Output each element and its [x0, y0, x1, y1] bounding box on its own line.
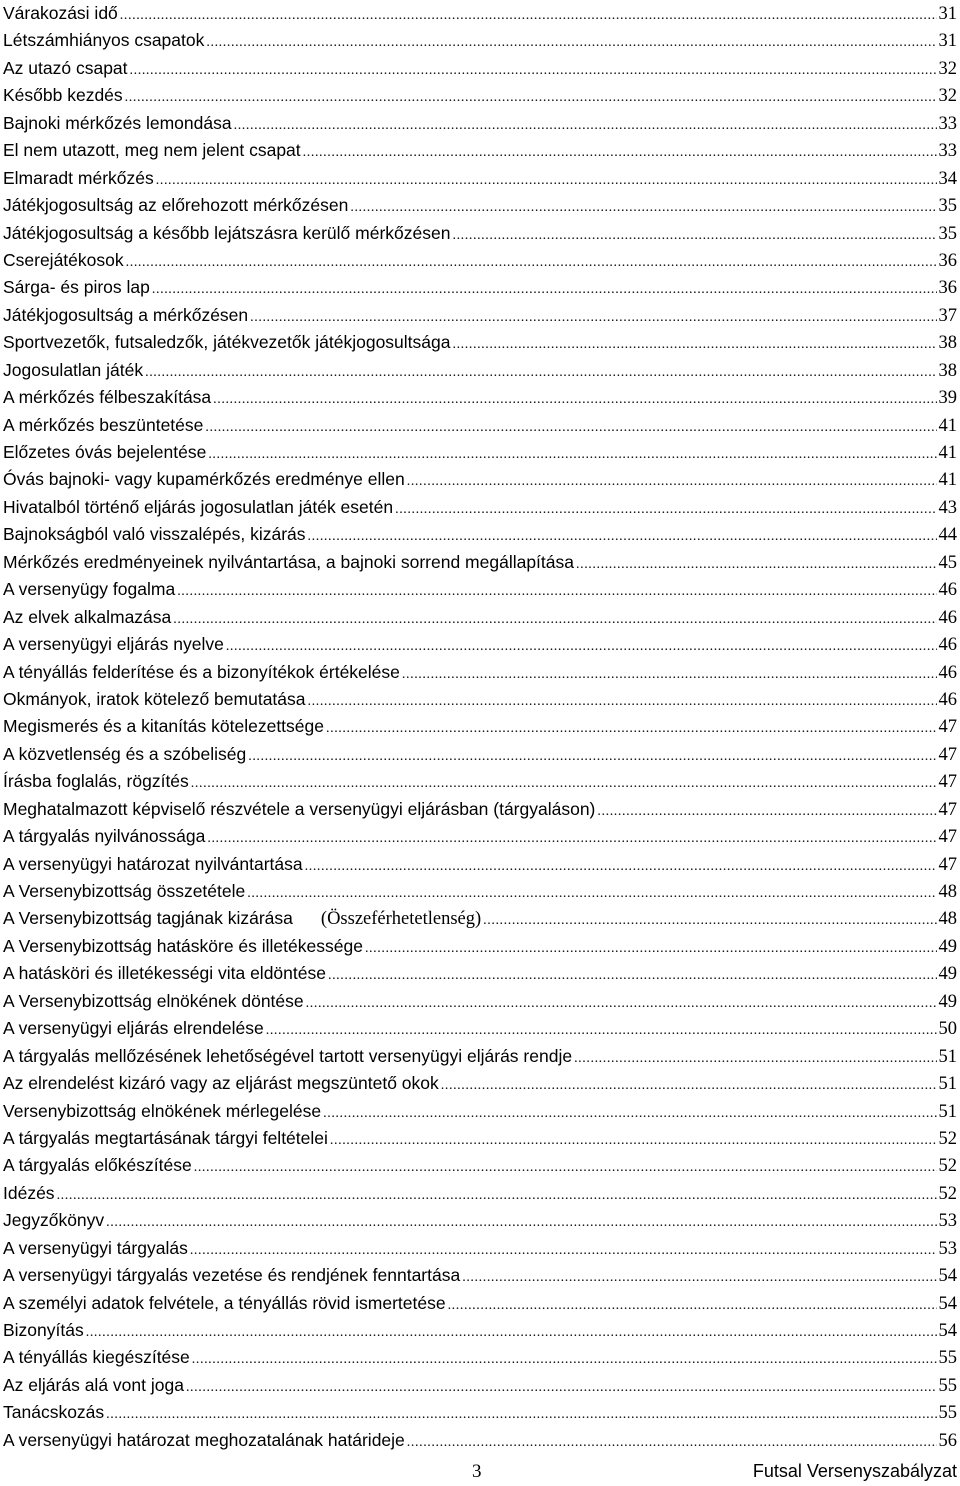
- dot-leader: [306, 990, 937, 1015]
- toc-entry-title: [3, 905, 481, 932]
- toc-entry[interactable]: [3, 1180, 957, 1207]
- footer-page-number: 3: [472, 1461, 482, 1482]
- toc-entry-title: [3, 768, 189, 795]
- toc-entry-title-text: A mérkőzés beszüntetése: [3, 414, 204, 435]
- toc-entry[interactable]: [3, 631, 957, 658]
- toc-entry-title: [3, 0, 118, 27]
- dot-leader: [106, 1401, 936, 1426]
- toc-entry-title: [3, 82, 123, 109]
- dot-leader: [365, 935, 937, 960]
- toc-entry-title-text: Sportvezetők, futsaledzők, játékvezetők játékjogosultsága: [3, 332, 451, 353]
- toc-entry-title: [3, 1235, 188, 1262]
- toc-entry-page: 39: [938, 388, 957, 409]
- toc-entry-title: [3, 933, 363, 960]
- toc-entry-title: [3, 988, 304, 1015]
- dot-leader: [330, 1127, 937, 1152]
- toc-entry-page: 32: [938, 58, 957, 79]
- toc-entry-title-text: A Versenybizottság összetétele: [3, 881, 246, 901]
- toc-entry-title: [3, 878, 245, 905]
- toc-entry-page: 47: [938, 772, 957, 793]
- toc-entry-page: 48: [938, 909, 957, 930]
- dot-leader: [448, 1292, 937, 1317]
- dot-leader: [597, 798, 936, 823]
- toc-entry-title: [3, 1070, 439, 1097]
- toc-entry-title-text: Az elvek alkalmazása: [3, 606, 172, 627]
- toc-entry-page: 37: [938, 305, 957, 326]
- toc-entry[interactable]: [3, 466, 957, 493]
- toc-entry-page: 45: [938, 552, 957, 573]
- dot-leader: [308, 688, 937, 713]
- toc-entry-title: [3, 274, 150, 301]
- toc-entry-title-text: A versenyügyi határozat meghozatalának határideje: [3, 1429, 405, 1450]
- dot-leader: [308, 523, 937, 548]
- toc-entry[interactable]: [3, 741, 957, 768]
- toc-entry-title: [3, 604, 171, 631]
- toc-entry-title: [3, 823, 205, 850]
- toc-entry-page: 46: [938, 689, 957, 710]
- toc-entry-title-text: A személyi adatok felvétele, a tényállás rövid ismertetése: [3, 1292, 446, 1313]
- toc-entry-title: [3, 192, 348, 219]
- dot-leader: [247, 880, 936, 905]
- toc-entry-page: 35: [938, 196, 957, 217]
- toc-entry-title: [3, 137, 301, 164]
- toc-entry-title-text: A tényállás kiegészítése: [3, 1347, 190, 1368]
- toc-entry-title: [3, 412, 203, 439]
- toc-entry-page: 44: [938, 525, 957, 546]
- toc-entry-title-text: A versenyügyi eljárás elrendelése: [3, 1018, 264, 1039]
- toc-entry[interactable]: [3, 659, 957, 686]
- toc-entry-title-text: Tanácskozás: [3, 1402, 105, 1423]
- toc-entry-title-text: Megismerés és a kitanítás kötelezettsége: [3, 716, 324, 737]
- dot-leader: [205, 414, 936, 439]
- toc-entry[interactable]: [3, 329, 957, 356]
- dot-leader: [305, 853, 937, 878]
- toc-entry-page: 41: [938, 415, 957, 436]
- toc-entry-title-text: Versenybizottság elnökének mérlegelése: [3, 1100, 322, 1121]
- toc-entry[interactable]: [3, 137, 957, 164]
- toc-entry-title-text: A versenyügy fogalma: [3, 579, 176, 600]
- toc-entry-title-text: Jogosulatlan játék: [3, 359, 144, 380]
- toc-entry-page: 46: [938, 607, 957, 628]
- toc-entry-title: [3, 466, 405, 493]
- dot-leader: [120, 2, 937, 27]
- toc-entry[interactable]: [3, 933, 957, 960]
- toc-entry-page: 36: [938, 278, 957, 299]
- toc-entry-title-text: Később kezdés: [3, 85, 123, 106]
- toc-entry-title-text: Mérkőzés eredményeinek nyilvántartása, a bajnoki sorrend megállapítása: [3, 551, 574, 572]
- toc-entry-page: 47: [938, 799, 957, 820]
- toc-entry-title-text: A tárgyalás mellőzésének lehetőségével tartott versenyügyi eljárás rendje: [3, 1045, 573, 1066]
- toc-entry-page: 51: [938, 1074, 957, 1095]
- toc-entry-title: [3, 659, 400, 686]
- toc-entry[interactable]: [3, 27, 957, 54]
- toc-entry-page: 49: [938, 991, 957, 1012]
- toc-entry[interactable]: [3, 1070, 957, 1097]
- toc-entry-page: 52: [938, 1128, 957, 1149]
- toc-entry-title-text: A tárgyalás előkészítése: [3, 1155, 192, 1176]
- dot-leader: [402, 661, 937, 686]
- toc-entry[interactable]: [3, 110, 957, 137]
- toc-entry-title-text: Játékjogosultság a később lejátszásra kerülő mérkőzésen: [3, 222, 451, 243]
- dot-leader: [130, 57, 937, 82]
- toc-entry-title-text: Bizonyítás: [3, 1320, 84, 1340]
- toc-entry-page: 54: [938, 1321, 957, 1341]
- toc-entry-page: 55: [938, 1403, 957, 1424]
- toc-entry-title-text: A versenyügyi eljárás nyelve: [3, 634, 224, 655]
- toc-entry-title-text: Az utazó csapat: [3, 57, 128, 78]
- toc-entry-title-text: Elmaradt mérkőzés: [3, 167, 154, 188]
- table-of-contents: [3, 0, 957, 1454]
- dot-leader: [266, 1017, 937, 1042]
- toc-entry-page: 41: [938, 443, 957, 463]
- toc-entry-title: [3, 1207, 104, 1234]
- toc-entry-subtitle: (Összeférhetetlenség): [320, 909, 482, 930]
- toc-entry-title: [3, 1290, 446, 1317]
- toc-entry[interactable]: [3, 357, 957, 384]
- dot-leader: [206, 29, 936, 54]
- toc-entry[interactable]: [3, 549, 957, 576]
- toc-entry[interactable]: [3, 1152, 957, 1179]
- toc-entry-page: 34: [938, 168, 957, 189]
- dot-leader: [250, 304, 936, 329]
- toc-entry-title-text: A tárgyalás megtartásának tárgyi feltételei: [3, 1127, 328, 1148]
- toc-entry-title: [3, 851, 303, 878]
- toc-entry[interactable]: [3, 1098, 957, 1125]
- toc-entry[interactable]: [3, 960, 957, 987]
- dot-leader: [395, 496, 936, 521]
- toc-entry-title: [3, 1015, 264, 1042]
- toc-entry-page: 46: [938, 662, 957, 683]
- toc-entry-page: 55: [938, 1375, 957, 1396]
- toc-entry-title-text: Az elrendelést kizáró vagy az eljárást megszüntető okok: [3, 1073, 439, 1094]
- toc-entry-title-text: Jegyzőkönyv: [3, 1210, 105, 1231]
- dot-leader: [86, 1319, 937, 1344]
- toc-entry-title-text: A versenyügyi határozat nyilvántartása: [3, 853, 303, 874]
- toc-entry-title-text: Az eljárás alá vont joga: [3, 1374, 184, 1395]
- toc-entry-title-text: A versenyügyi tárgyalás vezetése és rendjének fenntartása: [3, 1265, 461, 1286]
- toc-entry-page: 49: [938, 936, 957, 957]
- toc-entry[interactable]: [3, 851, 957, 878]
- toc-entry[interactable]: [3, 302, 957, 329]
- toc-entry[interactable]: [3, 274, 957, 301]
- toc-entry[interactable]: [3, 576, 957, 603]
- footer-document-title: Futsal Versenyszabályzat: [752, 1461, 957, 1481]
- toc-entry-page: 53: [938, 1211, 957, 1232]
- dot-leader: [234, 112, 937, 137]
- toc-entry-title-text: A mérkőzés félbeszakítása: [3, 387, 212, 408]
- toc-entry-title-text: Előzetes óvás bejelentése: [3, 442, 207, 462]
- toc-entry[interactable]: [3, 988, 957, 1015]
- toc-entry-page: 50: [938, 1019, 957, 1040]
- toc-entry[interactable]: [3, 1344, 957, 1371]
- toc-entry-title-text: A versenyügyi tárgyalás: [3, 1237, 188, 1258]
- toc-entry-title: [3, 549, 574, 576]
- toc-entry-title: [3, 1180, 55, 1207]
- toc-entry-title: [3, 165, 154, 192]
- dot-leader: [173, 606, 936, 631]
- toc-entry[interactable]: [3, 823, 957, 850]
- toc-entry[interactable]: [3, 192, 957, 219]
- dot-leader: [452, 222, 936, 247]
- toc-entry-page: 47: [938, 827, 957, 848]
- toc-entry-page: 47: [938, 717, 957, 738]
- toc-entry-title-text: Sárga- és piros lap: [3, 277, 150, 298]
- toc-entry[interactable]: [3, 0, 957, 27]
- toc-entry-title: [3, 494, 393, 521]
- dot-leader: [328, 962, 937, 987]
- toc-entry-title-text: A tényállás felderítése és a bizonyítékok értékelése: [3, 661, 400, 682]
- dot-leader: [177, 578, 936, 603]
- dot-leader: [213, 386, 936, 411]
- dot-leader: [126, 249, 937, 274]
- toc-entry-page: 31: [938, 31, 957, 52]
- toc-entry-title: [3, 247, 124, 274]
- toc-entry-title: [3, 1098, 321, 1125]
- dot-leader: [483, 907, 936, 932]
- dot-leader: [323, 1100, 936, 1125]
- toc-entry-title-text: Játékjogosultság az előrehozott mérkőzésen: [3, 195, 349, 216]
- toc-entry[interactable]: [3, 1235, 957, 1262]
- toc-entry-page: 33: [938, 113, 957, 134]
- toc-entry-title: [3, 27, 204, 54]
- dot-leader: [226, 633, 937, 658]
- toc-entry-page: 54: [938, 1266, 957, 1287]
- toc-entry-title-text: A Versenybizottság tagjának kizárása: [3, 908, 293, 929]
- toc-entry-title: [3, 686, 306, 713]
- toc-entry-title: [3, 1399, 104, 1426]
- toc-entry-title-text: A Versenybizottság hatásköre és illetékessége: [3, 935, 363, 956]
- toc-entry[interactable]: [3, 412, 957, 439]
- toc-entry-title: [3, 55, 128, 82]
- toc-entry-page: 53: [938, 1238, 957, 1259]
- toc-entry-page: 46: [938, 635, 957, 656]
- dot-leader: [186, 1374, 937, 1399]
- toc-entry-title: [3, 713, 324, 740]
- toc-entry-title-text: A Versenybizottság elnökének döntése: [3, 990, 304, 1011]
- toc-entry-title: [3, 357, 143, 384]
- dot-leader: [407, 468, 937, 493]
- toc-entry-title-text: Bajnoki mérkőzés lemondása: [3, 112, 232, 133]
- toc-entry-title: [3, 576, 175, 603]
- toc-entry[interactable]: [3, 165, 957, 192]
- dot-leader: [106, 1209, 936, 1234]
- toc-entry-title: [3, 384, 211, 411]
- toc-entry[interactable]: [3, 713, 957, 740]
- toc-entry-title-text: Bajnokságból való visszalépés, kizárás: [3, 524, 306, 545]
- dot-leader: [208, 441, 936, 466]
- toc-entry-title: [3, 302, 248, 329]
- toc-entry[interactable]: [3, 82, 957, 109]
- toc-entry-page: 52: [938, 1156, 957, 1177]
- toc-entry-title-text: Hivatalból történő eljárás jogosulatlan játék esetén: [3, 496, 394, 517]
- toc-entry-title-text: Játékjogosultság a mérkőzésen: [3, 304, 249, 325]
- toc-entry-page: 31: [938, 4, 957, 24]
- toc-entry-page: 38: [938, 360, 957, 381]
- dot-leader: [125, 84, 937, 109]
- toc-entry[interactable]: [3, 439, 957, 466]
- toc-entry[interactable]: [3, 1043, 957, 1070]
- toc-entry-title-text: Óvás bajnoki- vagy kupamérkőzés eredménye ellen: [3, 469, 405, 490]
- toc-entry[interactable]: [3, 521, 957, 548]
- toc-entry-page: 54: [938, 1293, 957, 1314]
- toc-entry[interactable]: [3, 1262, 957, 1289]
- toc-entry-page: 47: [938, 744, 957, 765]
- toc-entry-title-text: A hatásköri és illetékességi vita eldöntése: [3, 963, 326, 984]
- toc-entry[interactable]: [3, 1317, 957, 1344]
- toc-entry-title: [3, 1372, 184, 1399]
- toc-entry-title: [3, 521, 306, 548]
- toc-entry-title: [3, 110, 232, 137]
- toc-entry[interactable]: [3, 796, 957, 823]
- toc-entry-title-text: El nem utazott, meg nem jelent csapat: [3, 140, 301, 161]
- dot-leader: [190, 1237, 937, 1262]
- dot-leader: [441, 1072, 937, 1097]
- toc-entry-title-text: Idézés: [3, 1182, 55, 1203]
- toc-entry-title: [3, 439, 206, 466]
- toc-entry-title-text: Okmányok, iratok kötelező bemutatása: [3, 688, 306, 709]
- toc-entry-page: 49: [938, 964, 957, 985]
- toc-entry-page: 55: [938, 1348, 957, 1369]
- toc-entry-title: [3, 960, 326, 987]
- toc-entry[interactable]: [3, 1125, 957, 1152]
- toc-entry-title: [3, 1125, 328, 1152]
- dot-leader: [248, 743, 936, 768]
- dot-leader: [303, 139, 937, 164]
- toc-entry[interactable]: [3, 878, 957, 905]
- toc-entry-title: [3, 1317, 84, 1344]
- toc-entry-title-text: A közvetlenség és a szóbeliség: [3, 743, 247, 764]
- toc-entry-page: 52: [938, 1183, 957, 1204]
- toc-entry-page: 46: [938, 580, 957, 601]
- dot-leader: [452, 331, 936, 356]
- toc-entry-title-text: Írásba foglalás, rögzítés: [3, 771, 189, 792]
- toc-entry-title: [3, 329, 450, 356]
- dot-leader: [57, 1182, 937, 1207]
- dot-leader: [192, 1346, 937, 1371]
- dot-leader: [152, 276, 937, 301]
- toc-entry-title: [3, 796, 595, 823]
- toc-entry[interactable]: [3, 1399, 957, 1426]
- toc-entry[interactable]: [3, 247, 957, 274]
- toc-entry[interactable]: [3, 1207, 957, 1234]
- dot-leader: [576, 551, 937, 576]
- toc-entry[interactable]: [3, 220, 957, 247]
- dot-leader: [462, 1264, 936, 1289]
- dot-leader: [194, 1154, 937, 1179]
- toc-entry[interactable]: [3, 1427, 957, 1454]
- dot-leader: [207, 825, 936, 850]
- toc-entry-page: 51: [938, 1046, 957, 1067]
- toc-entry-title: [3, 741, 246, 768]
- toc-entry[interactable]: [3, 1015, 957, 1042]
- toc-entry-title: [3, 1427, 405, 1454]
- toc-entry-page: 35: [938, 223, 957, 244]
- toc-entry[interactable]: [3, 384, 957, 411]
- toc-entry-page: 36: [938, 250, 957, 271]
- dot-leader: [145, 359, 936, 384]
- toc-entry-page: 56: [938, 1430, 957, 1451]
- dot-leader: [156, 167, 937, 192]
- toc-entry-page: 51: [938, 1101, 957, 1122]
- toc-entry[interactable]: [3, 55, 957, 82]
- dot-leader: [407, 1429, 937, 1454]
- toc-entry-title: [3, 1152, 192, 1179]
- dot-leader: [574, 1045, 936, 1070]
- toc-entry-title: [3, 1344, 190, 1371]
- toc-entry-title-text: Várakozási idő: [3, 3, 118, 23]
- dot-leader: [326, 715, 937, 740]
- toc-entry-page: 47: [938, 854, 957, 875]
- toc-entry[interactable]: [3, 1372, 957, 1399]
- toc-entry-page: 48: [938, 882, 957, 902]
- toc-entry-title-text: Létszámhiányos csapatok: [3, 30, 205, 51]
- toc-entry-title: [3, 631, 224, 658]
- toc-entry-title: [3, 220, 450, 247]
- toc-entry[interactable]: [3, 1290, 957, 1317]
- toc-entry-page: 32: [938, 86, 957, 107]
- toc-entry-page: 41: [938, 470, 957, 491]
- toc-entry[interactable]: [3, 768, 957, 795]
- toc-entry-title: [3, 1043, 572, 1070]
- toc-entry-page: 33: [938, 141, 957, 162]
- toc-entry-title-text: A tárgyalás nyilvánossága: [3, 826, 206, 847]
- toc-entry[interactable]: [3, 604, 957, 631]
- toc-entry-page: 43: [938, 497, 957, 518]
- dot-leader: [350, 194, 936, 219]
- toc-entry-title-text: Meghatalmazott képviselő részvétele a versenyügyi eljárásban (tárgyaláson): [3, 798, 596, 819]
- toc-entry-title-text: Cserejátékosok: [3, 249, 124, 270]
- toc-entry-page: 38: [938, 333, 957, 354]
- toc-entry[interactable]: [3, 905, 957, 932]
- dot-leader: [191, 770, 937, 795]
- toc-entry-title: [3, 1262, 460, 1289]
- toc-entry[interactable]: [3, 494, 957, 521]
- toc-entry[interactable]: [3, 686, 957, 713]
